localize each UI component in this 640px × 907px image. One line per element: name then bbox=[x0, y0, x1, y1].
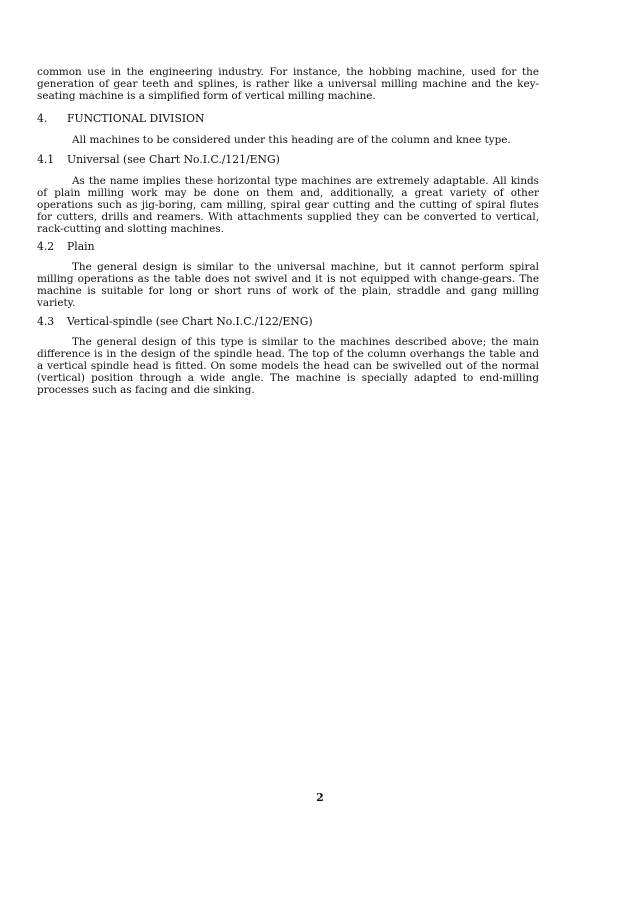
paragraph-plain: The general design is similar to the universal machine, but it cannot perform spiral milling operations as the table does not swivel and it is not equipped with change-gears. The machine is suitable for long or short runs of work of the plain, straddle and gang milling variety. bbox=[37, 261, 539, 309]
section-heading-4-3 bbox=[37, 316, 313, 328]
page-number: 2 bbox=[316, 791, 324, 804]
section-number: 4.2 bbox=[37, 240, 55, 253]
paragraph-vertical-spindle: The general design of this type is similar to the machines described above; the main difference is in the design of the spindle head. The top of the column overhangs the table and a vertical spindle head is fitted. On some models the head can be swivelled out of the normal (vertical) position through a wide angle. The machine is specially adapted to end-milling processes such as facing and die sinking. bbox=[37, 336, 539, 396]
section-number: 4.3 bbox=[37, 315, 55, 328]
paragraph-universal: As the name implies these horizontal type machines are extremely adaptable. All kinds of plain milling work may be done on them and, additionally, a great variety of other operations such as jig-boring, cam milling, spiral gear cutting and the cutting of spiral flutes for cutters, drills and reamers. With attachments supplied they can be converted to vertical, rack-cutting and slotting machines. bbox=[37, 175, 539, 235]
section-heading-4 bbox=[37, 113, 204, 125]
section-heading-4-1 bbox=[37, 154, 280, 166]
section-number: 4.1 bbox=[37, 153, 55, 166]
paragraph-functional-division: All machines to be considered under this heading are of the column and knee type. bbox=[72, 134, 511, 146]
section-title: Universal (see Chart No.I.C./121/ENG) bbox=[67, 153, 280, 166]
section-heading-4-2 bbox=[37, 241, 95, 253]
section-title: Plain bbox=[67, 240, 95, 253]
section-title: FUNCTIONAL DIVISION bbox=[67, 112, 205, 125]
paragraph-continuation: common use in the engineering industry. For instance, the hobbing machine, used for the generation of gear teeth and splines, is rather like a universal milling machine and the key-seating machine is a simplified form of vertical milling machine. bbox=[37, 66, 539, 102]
section-title: Vertical-spindle (see Chart No.I.C./122/ENG) bbox=[67, 315, 313, 328]
section-number: 4. bbox=[37, 112, 48, 125]
